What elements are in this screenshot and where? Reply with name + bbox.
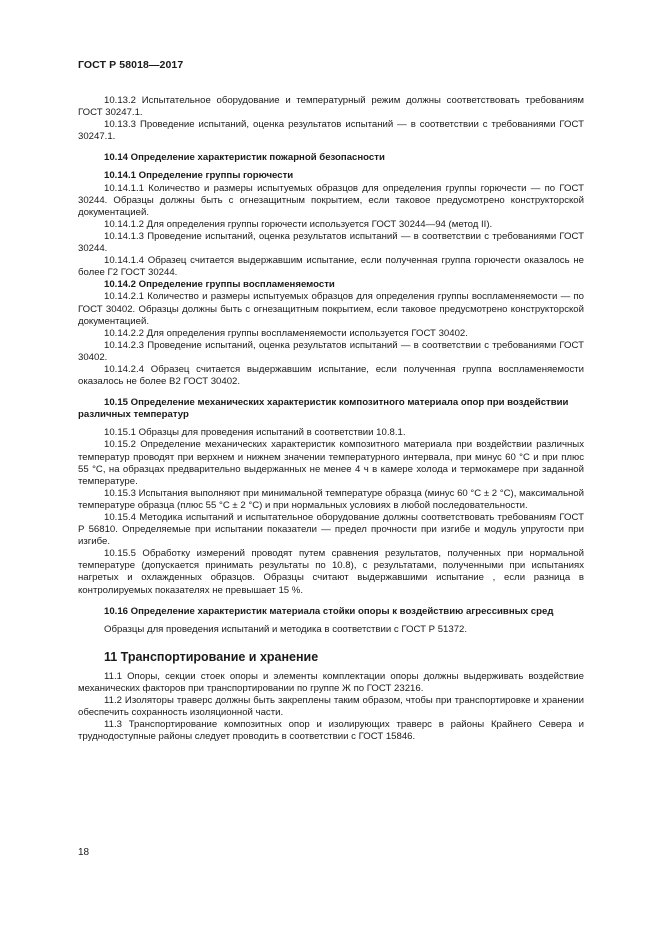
paragraph-10-15-1: 10.15.1 Образцы для проведения испытаний в соответствии 10.8.1.	[104, 427, 406, 439]
heading-section-11: 11 Транспортирование и хранение	[104, 649, 319, 664]
paragraph-11-2: 11.2 Изоляторы траверс должны быть закреплены таким образом, чтобы при транспортировке и хранении обеспечить сохранность изоляционной части.	[78, 695, 584, 719]
paragraph-10-14-2-1: 10.14.2.1 Количество и размеры испытуемых образцов для определения группы воспламеняемости — по ГОСТ 30402. Образцы должны быть с огнезащитным покрытием, если таковое предусмотрено конструкторской документацией.	[78, 291, 584, 327]
heading-10-16: 10.16 Определение характеристик материала стойки опоры к воздействию агрессивных сред	[104, 605, 554, 617]
heading-10-15: 10.15 Определение механических характеристик композитного материала опор при воздействии различных температур	[78, 397, 569, 421]
paragraph-10-13-2: 10.13.2 Испытательное оборудование и температурный режим должны соответствовать требованиям ГОСТ 30247.1.	[78, 95, 584, 119]
paragraph-10-13-3: 10.13.3 Проведение испытаний, оценка результатов испытаний — в соответствии с требованиями ГОСТ 30247.1.	[78, 119, 584, 143]
heading-10-14-2: 10.14.2 Определение группы воспламеняемости	[104, 279, 335, 291]
page-number: 18	[78, 847, 90, 858]
paragraph-10-15-4: 10.15.4 Методика испытаний и испытательное оборудование должны соответствовать требованиям ГОСТ Р 56810. Определяемые при испытании показатели — предел прочности при изгибе и модуль упругости при изгибе.	[78, 512, 584, 548]
heading-10-14-1: 10.14.1 Определение группы горючести	[104, 170, 294, 182]
heading-10-14: 10.14 Определение характеристик пожарной безопасности	[104, 152, 385, 164]
paragraph-10-16: Образцы для проведения испытаний и методика в соответствии с ГОСТ Р 51372.	[104, 623, 468, 635]
paragraph-10-14-2-3: 10.14.2.3 Проведение испытаний, оценка результатов испытаний — в соответствии с требованиями ГОСТ 30402.	[78, 339, 584, 363]
paragraph-10-14-2-4: 10.14.2.4 Образец считается выдержавшим испытание, если полученная группа воспламеняемости оказалось не более В2 ГОСТ 30402.	[78, 363, 584, 388]
paragraph-10-14-1-3: 10.14.1.3 Проведение испытаний, оценка результатов испытаний — в соответствии с требованиями ГОСТ 30244.	[78, 230, 584, 255]
paragraph-10-14-1-1: 10.14.1.1 Количество и размеры испытуемых образцов для определения группы горючести — по ГОСТ 30244. Образцы должны быть с огнезащитным покрытием, если таковое предусмотрено конструкторской документацией.	[78, 182, 584, 218]
standard-header: ГОСТ Р 58018—2017	[78, 59, 184, 71]
document-body	[78, 95, 584, 743]
paragraph-10-14-1-2: 10.14.1.2 Для определения группы горючести используется ГОСТ 30244—94 (метод II).	[104, 218, 493, 230]
paragraph-10-15-2: 10.15.2 Определение механических характеристик композитного материала при воздействии различных температур проводят при верхнем и нижнем значении температурного интервала, при минус 60 °С и при плюс 55 °С, на образцах предварительно выдержанных не менее 4 ч в камере холода и термокамере при заданной температуре.	[78, 439, 584, 487]
paragraph-11-1: 11.1 Опоры, секции стоек опоры и элементы комплектации опоры должны выдерживать воздействие механических факторов при транспортировании по группе Ж по ГОСТ 23216.	[78, 670, 584, 694]
paragraph-10-14-1-4: 10.14.1.4 Образец считается выдержавшим испытание, если полученная группа горючести оказалось не более Г2 ГОСТ 30244.	[78, 255, 584, 279]
paragraph-10-14-2-2: 10.14.2.2 Для определения группы воспламеняемости используется ГОСТ 30402.	[104, 327, 468, 339]
paragraph-11-3: 11.3 Транспортирование композитных опор и изолирующих траверс в районы Крайнего Севера и труднодоступные районы следует проводить в соответствии с ГОСТ 15846.	[78, 719, 584, 743]
paragraph-10-15-3: 10.15.3 Испытания выполняют при минимальной температуре образца (минус 60 °С ± 2 °С), максимальной температуре образца (плюс 55 °С ± 2 °С) и при нормальных условиях в любой последовательности.	[78, 487, 584, 511]
paragraph-10-15-5: 10.15.5 Обработку измерений проводят путем сравнения результатов, полученных при нормальной температуре (допускается принимать результаты по 10.8), с результатами, полученными при испытаниях нагретых и охлажденных образцов. Образцы считают выдержавшими испытание , если разница в контролируемых показателях не превышает 15 %.	[78, 548, 584, 596]
